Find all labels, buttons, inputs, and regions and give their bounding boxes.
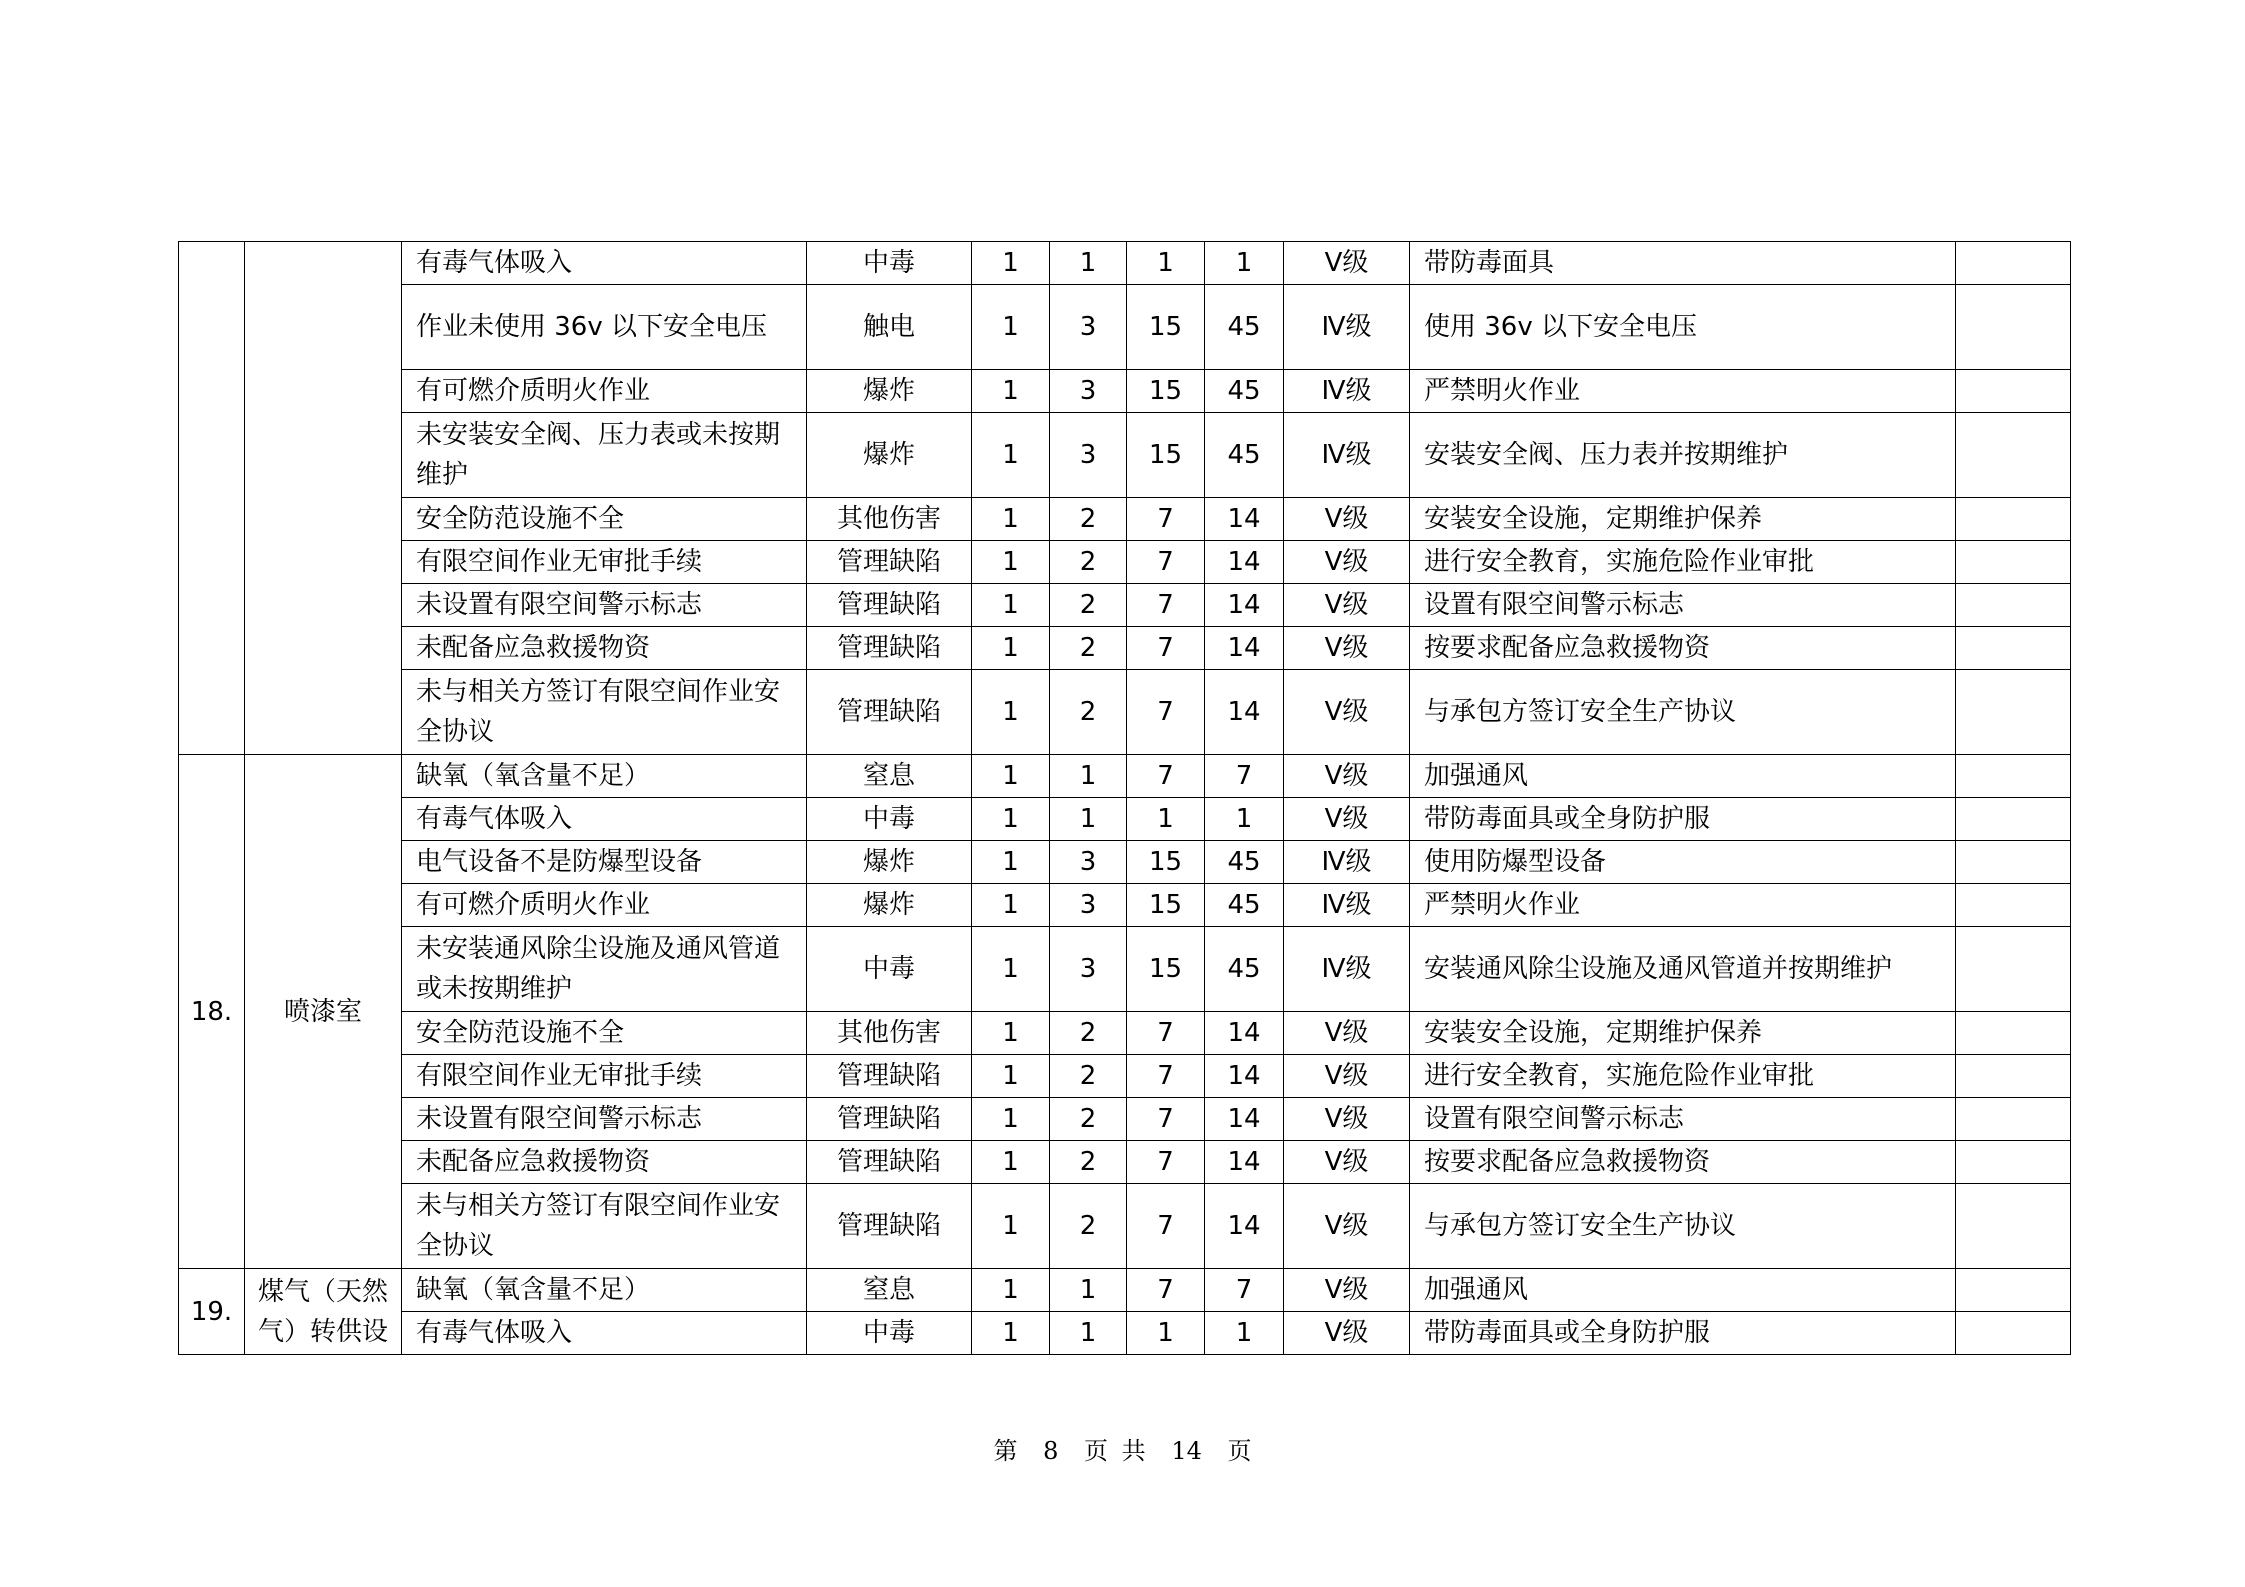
consequence-cell: 7 [1127, 1098, 1205, 1141]
remark-cell [1956, 285, 2071, 370]
table-row [179, 584, 2071, 627]
control-measure-cell: 安装通风除尘设施及通风管道并按期维护 [1410, 927, 1956, 1012]
risk-level-cell: Ⅴ级 [1284, 627, 1410, 670]
accident-type-cell: 其他伤害 [807, 1012, 972, 1055]
table-row [179, 370, 2071, 413]
table-row [179, 498, 2071, 541]
accident-type-cell: 窒息 [807, 1269, 972, 1312]
hazard-cell: 有毒气体吸入 [402, 1312, 807, 1355]
exposure-cell: 3 [1050, 841, 1127, 884]
consequence-cell: 7 [1127, 541, 1205, 584]
hazard-cell: 缺氧（氧含量不足） [402, 1269, 807, 1312]
accident-type-cell: 中毒 [807, 927, 972, 1012]
consequence-cell: 15 [1127, 927, 1205, 1012]
control-measure-cell: 严禁明火作业 [1410, 370, 1956, 413]
risk-level-cell: Ⅴ级 [1284, 1141, 1410, 1184]
risk-level-cell: Ⅳ级 [1284, 841, 1410, 884]
control-measure-cell: 使用防爆型设备 [1410, 841, 1956, 884]
consequence-cell: 7 [1127, 1055, 1205, 1098]
risk-level-cell: Ⅴ级 [1284, 1184, 1410, 1269]
consequence-cell: 15 [1127, 884, 1205, 927]
risk-value-cell: 7 [1205, 755, 1284, 798]
exposure-cell: 1 [1050, 1269, 1127, 1312]
remark-cell [1956, 670, 2071, 755]
likelihood-cell: 1 [972, 242, 1050, 285]
risk-value-cell: 14 [1205, 1098, 1284, 1141]
control-measure-cell: 安装安全设施，定期维护保养 [1410, 1012, 1956, 1055]
risk-value-cell: 45 [1205, 285, 1284, 370]
sequence-number-cell: 18. [179, 755, 245, 1269]
control-measure-cell: 与承包方签订安全生产协议 [1410, 670, 1956, 755]
risk-level-cell: Ⅴ级 [1284, 541, 1410, 584]
footer-suffix: 页 [1227, 1437, 1252, 1465]
accident-type-cell: 管理缺陷 [807, 627, 972, 670]
consequence-cell: 7 [1127, 584, 1205, 627]
exposure-cell: 3 [1050, 927, 1127, 1012]
hazard-cell: 安全防范设施不全 [402, 498, 807, 541]
hazard-cell: 作业未使用 36v 以下安全电压 [402, 285, 807, 370]
likelihood-cell: 1 [972, 285, 1050, 370]
accident-type-cell: 管理缺陷 [807, 670, 972, 755]
hazard-cell: 有限空间作业无审批手续 [402, 1055, 807, 1098]
risk-level-cell: Ⅴ级 [1284, 1269, 1410, 1312]
consequence-cell: 15 [1127, 285, 1205, 370]
risk-value-cell: 1 [1205, 242, 1284, 285]
hazard-cell: 缺氧（氧含量不足） [402, 755, 807, 798]
likelihood-cell: 1 [972, 1269, 1050, 1312]
hazard-cell: 未设置有限空间警示标志 [402, 1098, 807, 1141]
remark-cell [1956, 370, 2071, 413]
hazard-cell: 有可燃介质明火作业 [402, 884, 807, 927]
accident-type-cell: 爆炸 [807, 841, 972, 884]
accident-type-cell: 其他伤害 [807, 498, 972, 541]
risk-value-cell: 14 [1205, 670, 1284, 755]
accident-type-cell: 管理缺陷 [807, 584, 972, 627]
consequence-cell: 7 [1127, 755, 1205, 798]
control-measure-cell: 安装安全设施，定期维护保养 [1410, 498, 1956, 541]
hazard-cell: 未与相关方签订有限空间作业安全协议 [402, 670, 807, 755]
risk-value-cell: 14 [1205, 627, 1284, 670]
exposure-cell: 2 [1050, 541, 1127, 584]
remark-cell [1956, 584, 2071, 627]
likelihood-cell: 1 [972, 1012, 1050, 1055]
remark-cell [1956, 1055, 2071, 1098]
sequence-number-cell [179, 242, 245, 755]
consequence-cell: 7 [1127, 1184, 1205, 1269]
footer-middle: 页 共 [1084, 1437, 1146, 1465]
risk-value-cell: 7 [1205, 1269, 1284, 1312]
hazard-cell: 未安装通风除尘设施及通风管道或未按期维护 [402, 927, 807, 1012]
risk-value-cell: 45 [1205, 841, 1284, 884]
remark-cell [1956, 1012, 2071, 1055]
likelihood-cell: 1 [972, 370, 1050, 413]
risk-value-cell: 14 [1205, 584, 1284, 627]
consequence-cell: 7 [1127, 627, 1205, 670]
hazard-cell: 未配备应急救援物资 [402, 1141, 807, 1184]
risk-level-cell: Ⅳ级 [1284, 927, 1410, 1012]
table-row [179, 927, 2071, 1012]
risk-value-cell: 1 [1205, 798, 1284, 841]
control-measure-cell: 带防毒面具 [1410, 242, 1956, 285]
likelihood-cell: 1 [972, 1098, 1050, 1141]
exposure-cell: 2 [1050, 670, 1127, 755]
hazard-cell: 未配备应急救援物资 [402, 627, 807, 670]
remark-cell [1956, 798, 2071, 841]
risk-value-cell: 45 [1205, 927, 1284, 1012]
control-measure-cell: 安装安全阀、压力表并按期维护 [1410, 413, 1956, 498]
risk-value-cell: 14 [1205, 541, 1284, 584]
table-row [179, 884, 2071, 927]
table-row [179, 1098, 2071, 1141]
likelihood-cell: 1 [972, 584, 1050, 627]
risk-level-cell: Ⅴ级 [1284, 1312, 1410, 1355]
exposure-cell: 1 [1050, 242, 1127, 285]
risk-value-cell: 14 [1205, 1141, 1284, 1184]
hazard-cell: 有可燃介质明火作业 [402, 370, 807, 413]
likelihood-cell: 1 [972, 541, 1050, 584]
remark-cell [1956, 627, 2071, 670]
risk-level-cell: Ⅳ级 [1284, 884, 1410, 927]
accident-type-cell: 爆炸 [807, 884, 972, 927]
risk-level-cell: Ⅴ级 [1284, 755, 1410, 798]
remark-cell [1956, 413, 2071, 498]
hazard-cell: 电气设备不是防爆型设备 [402, 841, 807, 884]
sequence-number-cell: 19. [179, 1269, 245, 1355]
location-cell: 喷漆室 [245, 755, 402, 1269]
likelihood-cell: 1 [972, 1184, 1050, 1269]
exposure-cell: 3 [1050, 413, 1127, 498]
likelihood-cell: 1 [972, 1141, 1050, 1184]
exposure-cell: 2 [1050, 1012, 1127, 1055]
remark-cell [1956, 1098, 2071, 1141]
remark-cell [1956, 541, 2071, 584]
table-row [179, 670, 2071, 755]
remark-cell [1956, 841, 2071, 884]
control-measure-cell: 加强通风 [1410, 755, 1956, 798]
hazard-cell: 未安装安全阀、压力表或未按期维护 [402, 413, 807, 498]
table-row [179, 541, 2071, 584]
consequence-cell: 15 [1127, 370, 1205, 413]
accident-type-cell: 管理缺陷 [807, 541, 972, 584]
remark-cell [1956, 242, 2071, 285]
table-row [179, 1141, 2071, 1184]
consequence-cell: 1 [1127, 1312, 1205, 1355]
likelihood-cell: 1 [972, 755, 1050, 798]
exposure-cell: 2 [1050, 498, 1127, 541]
exposure-cell: 1 [1050, 1312, 1127, 1355]
remark-cell [1956, 1184, 2071, 1269]
control-measure-cell: 加强通风 [1410, 1269, 1956, 1312]
table-row [179, 1269, 2071, 1312]
accident-type-cell: 中毒 [807, 1312, 972, 1355]
risk-level-cell: Ⅴ级 [1284, 670, 1410, 755]
table-row [179, 413, 2071, 498]
accident-type-cell: 触电 [807, 285, 972, 370]
consequence-cell: 7 [1127, 1141, 1205, 1184]
table-row [179, 1012, 2071, 1055]
exposure-cell: 2 [1050, 1055, 1127, 1098]
consequence-cell: 1 [1127, 798, 1205, 841]
control-measure-cell: 带防毒面具或全身防护服 [1410, 798, 1956, 841]
accident-type-cell: 管理缺陷 [807, 1141, 972, 1184]
likelihood-cell: 1 [972, 798, 1050, 841]
exposure-cell: 3 [1050, 884, 1127, 927]
remark-cell [1956, 755, 2071, 798]
control-measure-cell: 使用 36v 以下安全电压 [1410, 285, 1956, 370]
risk-level-cell: Ⅴ级 [1284, 1098, 1410, 1141]
control-measure-cell: 设置有限空间警示标志 [1410, 1098, 1956, 1141]
consequence-cell: 7 [1127, 1269, 1205, 1312]
table-row [179, 1184, 2071, 1269]
control-measure-cell: 进行安全教育，实施危险作业审批 [1410, 1055, 1956, 1098]
remark-cell [1956, 927, 2071, 1012]
risk-value-cell: 45 [1205, 370, 1284, 413]
exposure-cell: 1 [1050, 798, 1127, 841]
control-measure-cell: 按要求配备应急救援物资 [1410, 1141, 1956, 1184]
control-measure-cell: 与承包方签订安全生产协议 [1410, 1184, 1956, 1269]
exposure-cell: 1 [1050, 755, 1127, 798]
likelihood-cell: 1 [972, 498, 1050, 541]
total-page-count: 14 [1171, 1437, 1202, 1465]
accident-type-cell: 管理缺陷 [807, 1184, 972, 1269]
location-cell [245, 242, 402, 755]
consequence-cell: 7 [1127, 1012, 1205, 1055]
hazard-cell: 有限空间作业无审批手续 [402, 541, 807, 584]
risk-value-cell: 14 [1205, 1055, 1284, 1098]
likelihood-cell: 1 [972, 1055, 1050, 1098]
page-footer [0, 1431, 2245, 1466]
hazard-cell: 未设置有限空间警示标志 [402, 584, 807, 627]
exposure-cell: 2 [1050, 627, 1127, 670]
control-measure-cell: 设置有限空间警示标志 [1410, 584, 1956, 627]
hazard-cell: 未与相关方签订有限空间作业安全协议 [402, 1184, 807, 1269]
likelihood-cell: 1 [972, 670, 1050, 755]
table-row [179, 841, 2071, 884]
table-row [179, 285, 2071, 370]
consequence-cell: 7 [1127, 670, 1205, 755]
exposure-cell: 3 [1050, 285, 1127, 370]
remark-cell [1956, 1312, 2071, 1355]
remark-cell [1956, 498, 2071, 541]
hazard-cell: 有毒气体吸入 [402, 242, 807, 285]
exposure-cell: 3 [1050, 370, 1127, 413]
control-measure-cell: 严禁明火作业 [1410, 884, 1956, 927]
location-cell: 煤气（天然气）转供设 [245, 1269, 402, 1355]
risk-value-cell: 1 [1205, 1312, 1284, 1355]
control-measure-cell: 带防毒面具或全身防护服 [1410, 1312, 1956, 1355]
accident-type-cell: 中毒 [807, 242, 972, 285]
likelihood-cell: 1 [972, 627, 1050, 670]
risk-level-cell: Ⅴ级 [1284, 1055, 1410, 1098]
likelihood-cell: 1 [972, 927, 1050, 1012]
accident-type-cell: 窒息 [807, 755, 972, 798]
consequence-cell: 1 [1127, 242, 1205, 285]
current-page-number: 8 [1043, 1437, 1059, 1465]
accident-type-cell: 管理缺陷 [807, 1098, 972, 1141]
risk-value-cell: 14 [1205, 1184, 1284, 1269]
exposure-cell: 2 [1050, 584, 1127, 627]
risk-value-cell: 45 [1205, 884, 1284, 927]
table-row [179, 627, 2071, 670]
remark-cell [1956, 884, 2071, 927]
likelihood-cell: 1 [972, 884, 1050, 927]
footer-prefix: 第 [993, 1437, 1018, 1465]
likelihood-cell: 1 [972, 413, 1050, 498]
remark-cell [1956, 1269, 2071, 1312]
risk-level-cell: Ⅴ级 [1284, 498, 1410, 541]
risk-value-cell: 14 [1205, 1012, 1284, 1055]
risk-level-cell: Ⅳ级 [1284, 413, 1410, 498]
accident-type-cell: 爆炸 [807, 413, 972, 498]
control-measure-cell: 按要求配备应急救援物资 [1410, 627, 1956, 670]
control-measure-cell: 进行安全教育，实施危险作业审批 [1410, 541, 1956, 584]
risk-level-cell: Ⅴ级 [1284, 242, 1410, 285]
hazard-cell: 有毒气体吸入 [402, 798, 807, 841]
risk-assessment-table [178, 241, 2071, 1355]
risk-level-cell: Ⅴ级 [1284, 798, 1410, 841]
exposure-cell: 2 [1050, 1098, 1127, 1141]
risk-value-cell: 45 [1205, 413, 1284, 498]
risk-level-cell: Ⅳ级 [1284, 285, 1410, 370]
consequence-cell: 15 [1127, 841, 1205, 884]
accident-type-cell: 中毒 [807, 798, 972, 841]
risk-level-cell: Ⅴ级 [1284, 584, 1410, 627]
table-row [179, 1312, 2071, 1355]
table-row [179, 798, 2071, 841]
hazard-cell: 安全防范设施不全 [402, 1012, 807, 1055]
accident-type-cell: 管理缺陷 [807, 1055, 972, 1098]
table-row [179, 755, 2071, 798]
accident-type-cell: 爆炸 [807, 370, 972, 413]
table-body [179, 242, 2071, 1355]
exposure-cell: 2 [1050, 1184, 1127, 1269]
risk-level-cell: Ⅳ级 [1284, 370, 1410, 413]
likelihood-cell: 1 [972, 1312, 1050, 1355]
table-row [179, 242, 2071, 285]
consequence-cell: 7 [1127, 498, 1205, 541]
likelihood-cell: 1 [972, 841, 1050, 884]
remark-cell [1956, 1141, 2071, 1184]
exposure-cell: 2 [1050, 1141, 1127, 1184]
table-row [179, 1055, 2071, 1098]
risk-level-cell: Ⅴ级 [1284, 1012, 1410, 1055]
consequence-cell: 15 [1127, 413, 1205, 498]
risk-value-cell: 14 [1205, 498, 1284, 541]
